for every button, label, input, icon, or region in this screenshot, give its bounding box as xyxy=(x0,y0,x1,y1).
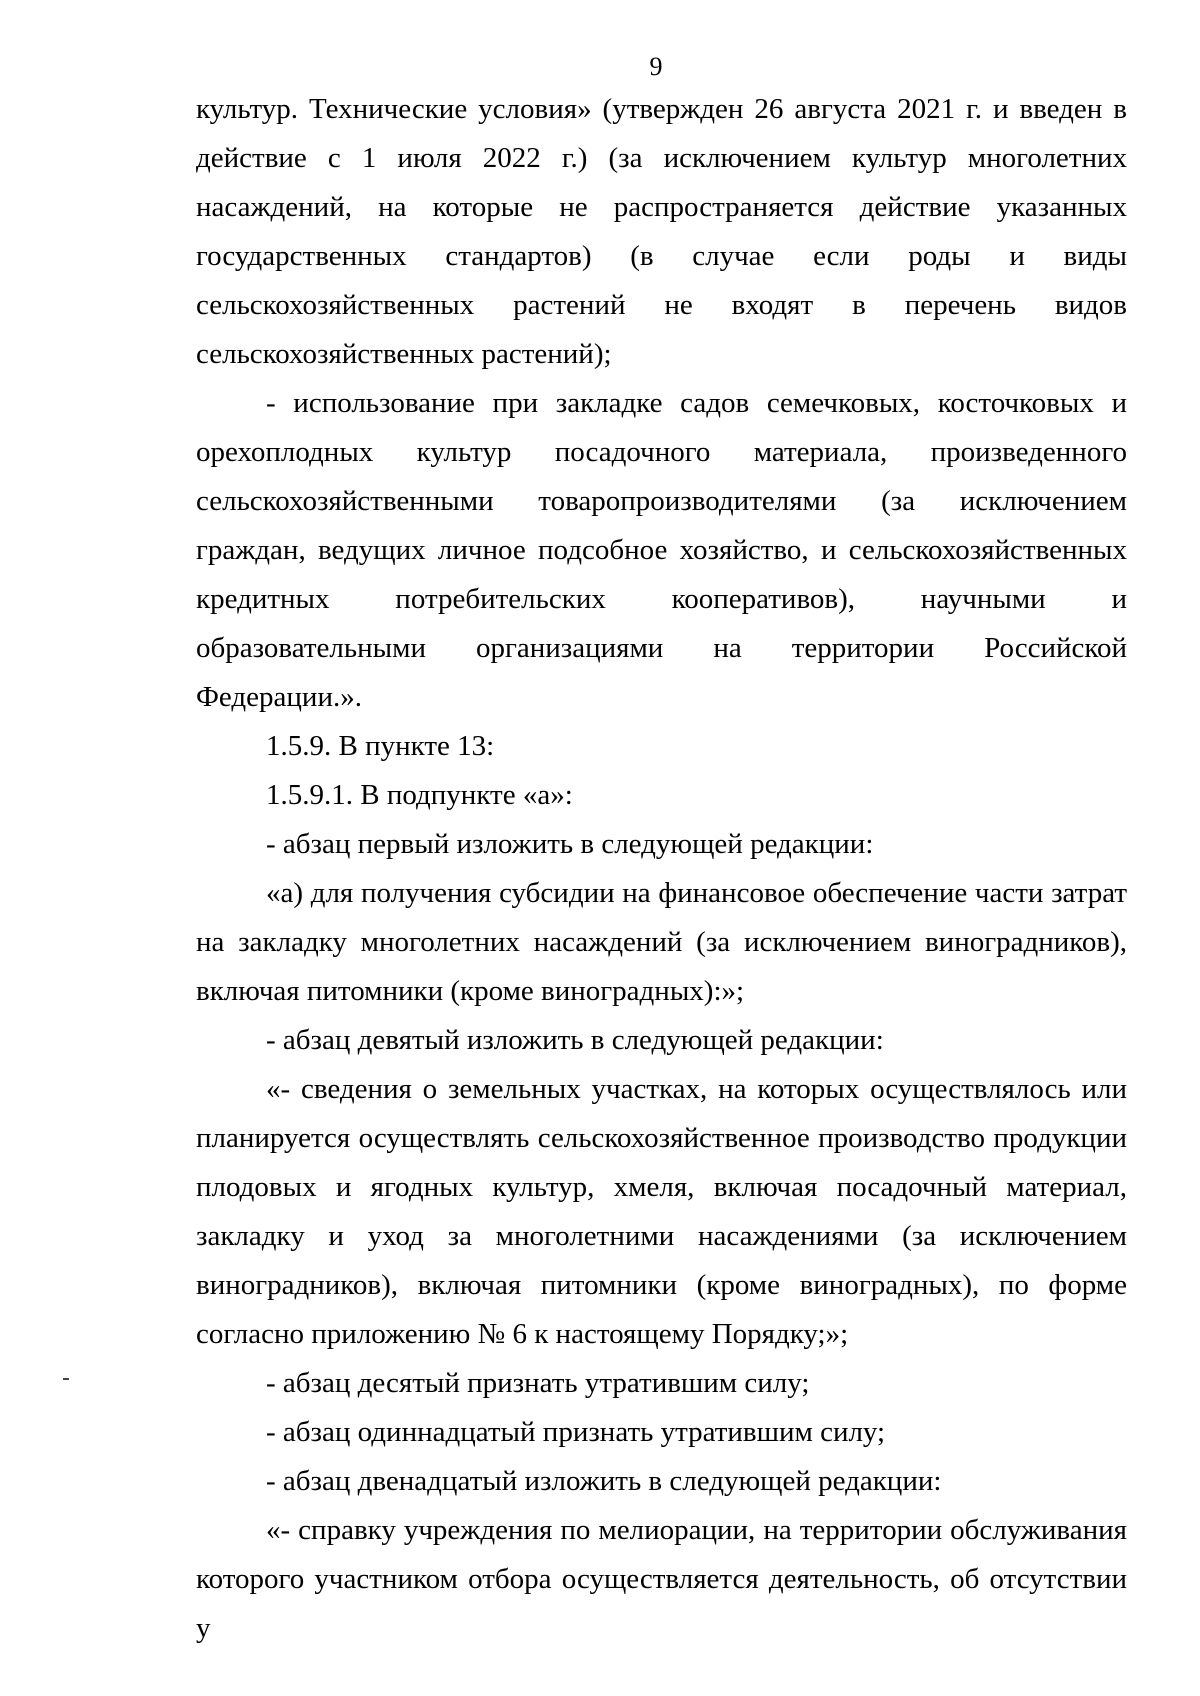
paragraph-abzac-eleventh: - абзац одиннадцатый признать утратившим силу; xyxy=(266,1416,886,1448)
paragraph-planting-material: - использование при закладке садов семечковых, косточковых и орехоплодных культур посадочного материала, произведенного сельскохозяйственными товаропроизводителями (за исключением граждан, ведущих личное подсобное хозяйство, и сельскохозяйственных кредитных потребительских кооперативов), научными и образовательными организациями на территории Российской Федерации.». xyxy=(196,387,1127,713)
scan-mark xyxy=(63,1378,69,1380)
paragraph-abzac-ninth: - абзац девятый изложить в следующей редакции: xyxy=(266,1024,884,1056)
paragraph-continuation: культур. Технические условия» (утвержден 26 августа 2021 г. и введен в действие с 1 июля 2022 г.) (за исключением культур многолетних насаждений, на которые не распространяется действие указанных государственных стандартов) (в случае если роды и виды сельскохозяйственных растений не входят в перечень видов сельскохозяйственных растений); xyxy=(196,93,1127,370)
paragraph-item-1-5-9: 1.5.9. В пункте 13: xyxy=(266,730,495,762)
paragraph-abzac-first: - абзац первый изложить в следующей редакции: xyxy=(266,828,874,860)
paragraph-melioration: «- справку учреждения по мелиорации, на территории обслуживания которого участником отбора осуществляется деятельность, об отсутствии у xyxy=(196,1514,1127,1644)
page-number: 9 xyxy=(649,52,663,81)
document-body xyxy=(196,85,1127,1653)
paragraph-item-1-5-9-1: 1.5.9.1. В подпункте «а»: xyxy=(266,779,573,811)
paragraph-subsidy-text: «а) для получения субсидии на финансовое обеспечение части затрат на закладку многолетних насаждений (за исключением виноградников), включая питомники (кроме виноградных):»; xyxy=(196,877,1127,1007)
paragraph-abzac-tenth: - абзац десятый признать утратившим силу; xyxy=(266,1367,810,1399)
paragraph-abzac-twelfth: - абзац двенадцатый изложить в следующей редакции: xyxy=(266,1465,942,1497)
paragraph-land-info: «- сведения о земельных участках, на которых осуществлялось или планируется осуществлять сельскохозяйственное производство продукции плодовых и ягодных культур, хмеля, включая посадочный материал, закладку и уход за многолетними насаждениями (за исключением виноградников), включая питомники (кроме виноградных), по форме согласно приложению № 6 к настоящему Порядку;»; xyxy=(196,1073,1127,1350)
